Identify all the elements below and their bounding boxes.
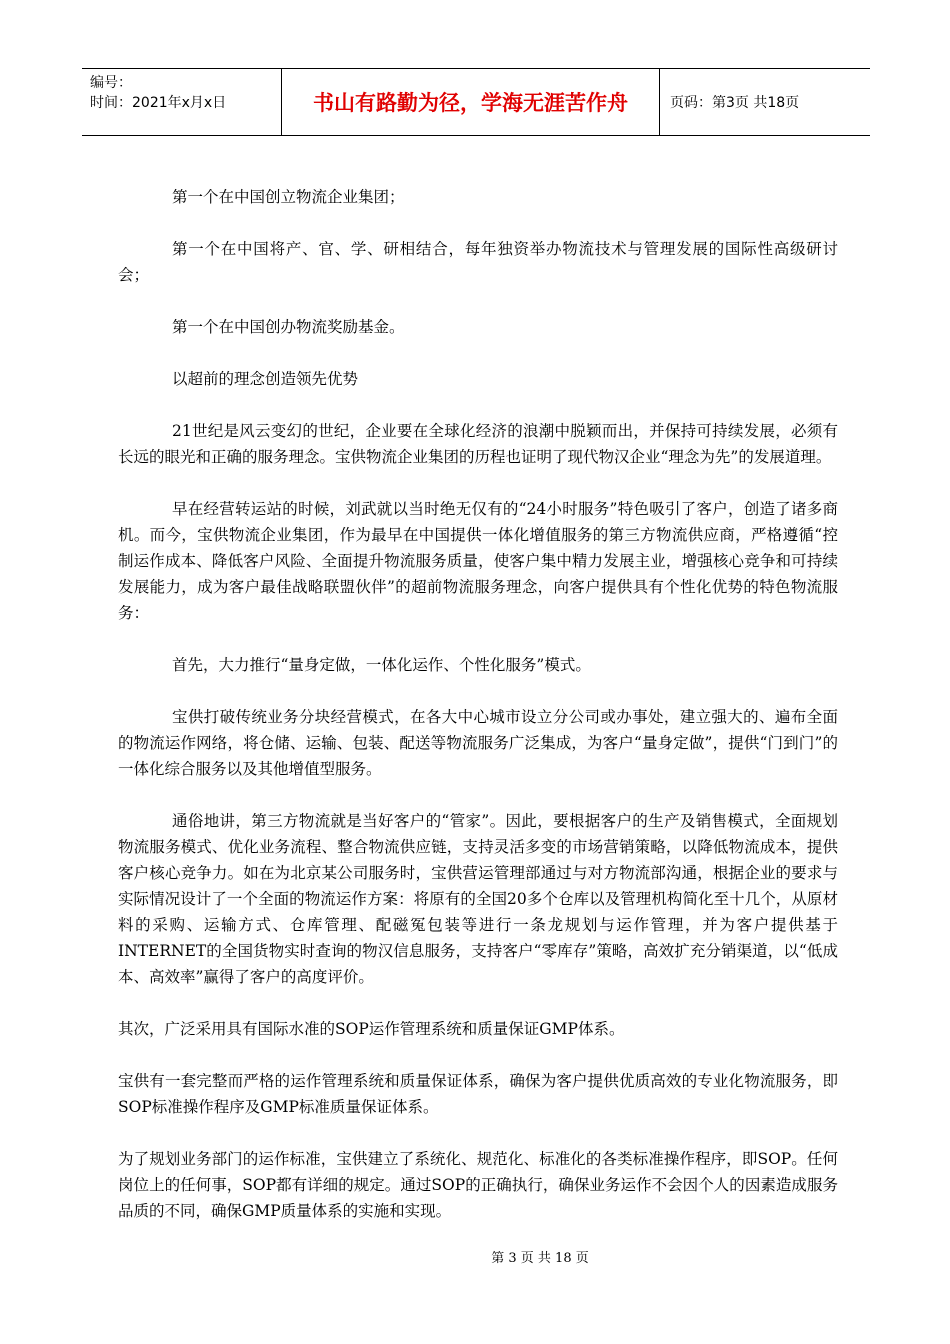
paragraph: 宝供有一套完整而严格的运作管理系统和质量保证体系，确保为客户提供优质高效的专业化物流服务，即SOP标准操作程序及GMP标准质量保证体系。 [118,1072,838,1116]
header-page-info: 页码：第3页 共18页 [670,95,800,111]
paragraph: 首先，大力推行“量身定做，一体化运作、个性化服务”模式。 [172,656,591,674]
paragraph: 其次，广泛采用具有国际水准的SOP运作管理系统和质量保证GMP体系。 [118,1020,625,1038]
paragraph: 宝供打破传统业务分块经营模式，在各大中心城市设立分公司或办事处，建立强大的、遍布全面的物流运作网络，将仓储、运输、包装、配送等物流服务广泛集成，为客户“量身定做”，提供“门到门”的一体化综合服务以及其他增值型服务。 [118,708,838,778]
page-header [82,68,870,136]
header-motto: 书山有路勤为径，学海无涯苦作舟 [282,69,660,135]
paragraph: 为了规划业务部门的运作标准，宝供建立了系统化、规范化、标准化的各类标准操作程序，即SOP。任何岗位上的任何事，SOP都有详细的规定。通过SOP的正确执行，确保业务运作不会因个人的因素造成服务品质的不同，确保GMP质量体系的实施和实现。 [118,1150,838,1220]
paragraph: 第一个在中国创办物流奖励基金。 [172,318,405,336]
document-number-label: 编号： [90,75,132,91]
document-body [118,184,838,1250]
paragraph: 早在经营转运站的时候，刘武就以当时绝无仅有的“24小时服务”特色吸引了客户，创造了诸多商机。而今，宝供物流企业集团，作为最早在中国提供一体化增值服务的第三方物流供应商，严格遵循“控制运作成本、降低客户风险、全面提升物流服务质量，使客户集中精力发展主业，增强核心竞争和可持续发展能力，成为客户最佳战略联盟伙伴”的超前物流服务理念，向客户提供具有个性化优势的特色物流服务： [118,500,838,622]
page-footer: 第 3 页 共 18 页 [491,1251,589,1266]
document-date: 时间：2021年x月x日 [90,95,227,111]
paragraph: 21世纪是风云变幻的世纪，企业要在全球化经济的浪潮中脱颖而出，并保持可持续发展，必须有长远的眼光和正确的服务理念。宝供物流企业集团的历程也证明了现代物汉企业“理念为先”的发展道理。 [118,422,838,466]
header-meta [82,69,282,135]
paragraph: 第一个在中国将产、官、学、研相结合，每年独资举办物流技术与管理发展的国际性高级研讨会； [118,240,838,284]
paragraph: 通俗地讲，第三方物流就是当好客户的“管家”。因此，要根据客户的生产及销售模式，全面规划物流服务模式、优化业务流程、整合物流供应链，支持灵活多变的市场营销策略，以降低物流成本，提供客户核心竞争力。如在为北京某公司服务时，宝供营运管理部通过与对方物流部沟通，根据企业的要求与实际情况设计了一个全面的物流运作方案：将原有的全国20多个仓库以及管理机构简化至十几个，从原材料的采购、运输方式、仓库管理、配磁冤包装等进行一条龙规划与运作管理，并为客户提供基于INTERNET的全国货物实时查询的物汉信息服务，支持客户“零库存”策略，高效扩充分销渠道，以“低成本、高效率”赢得了客户的高度评价。 [118,812,838,986]
paragraph: 第一个在中国创立物流企业集团； [172,188,405,206]
section-heading: 以超前的理念创造领先优势 [172,370,359,388]
